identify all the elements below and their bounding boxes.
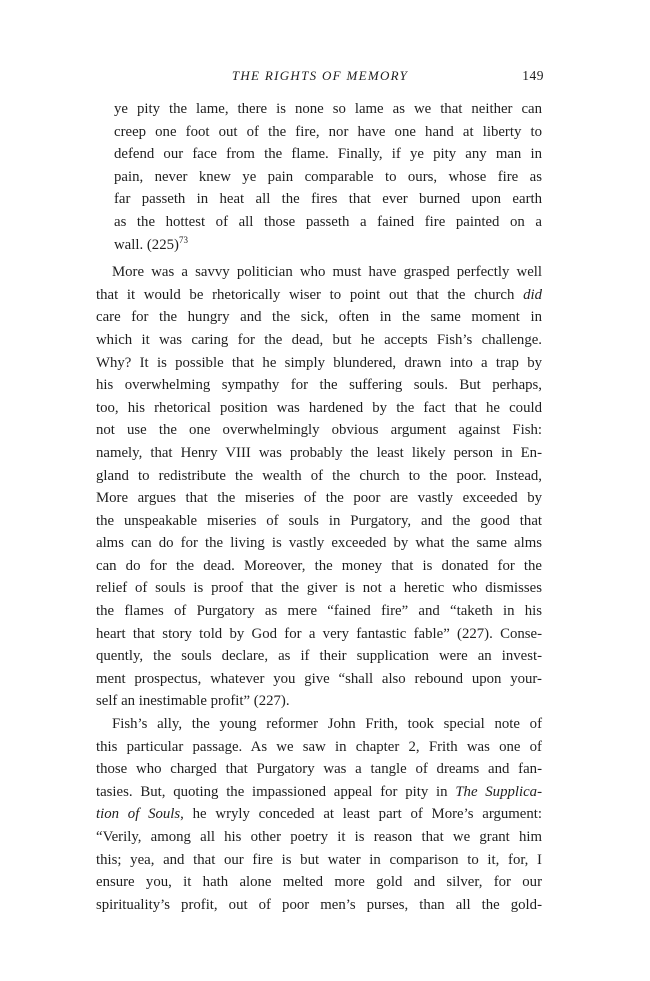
paragraph-line: alms can do for the living is vastly exceeded by what the same alms bbox=[96, 535, 542, 552]
paragraph-line: not use the one overwhelmingly obvious argument against Fish: bbox=[96, 422, 542, 439]
quote-line: as the hottest of all those passeth a fained fire painted on a bbox=[114, 213, 542, 230]
paragraph-line: the flames of Purgatory as mere “fained fire” and “taketh in his bbox=[96, 603, 542, 620]
running-head-title: THE RIGHTS OF MEMORY bbox=[231, 68, 409, 83]
quote-last-text: wall. (225) bbox=[114, 236, 179, 253]
paragraph-line: Fish’s ally, the young reformer John Frith, took special note of bbox=[112, 716, 542, 733]
quote-line: defend our face from the flame. Finally, if ye pity any man in bbox=[114, 146, 542, 163]
line-text: , he wryly conceded at least part of More’s argument: bbox=[180, 806, 542, 823]
paragraph-1 bbox=[96, 261, 542, 713]
paragraph-line: spirituality’s profit, out of poor men’s purses, than all the gold- bbox=[96, 896, 542, 913]
book-title-text: The Supplica- bbox=[455, 783, 542, 800]
line-text: that it would be rhetorically wiser to point out that the church bbox=[96, 286, 524, 303]
paragraph-line: the unspeakable miseries of souls in Purgatory, and the good that bbox=[96, 512, 542, 529]
paragraph-line bbox=[96, 284, 542, 307]
paragraph-line: can do for the dead. Moreover, the money that is donated for the bbox=[96, 557, 542, 574]
paragraph-line bbox=[96, 803, 542, 826]
paragraph-line: ensure you, it hath alone melted more gold and silver, for our bbox=[96, 874, 542, 891]
quote-last-line bbox=[114, 234, 542, 257]
paragraph-line: Why? It is possible that he simply blundered, drawn into a trap by bbox=[96, 354, 542, 371]
paragraph-line: quently, the souls declare, as if their supplication were an invest- bbox=[96, 648, 542, 665]
body-text bbox=[96, 98, 542, 916]
quote-line: pain, never knew ye pain comparable to ours, whose fire as bbox=[114, 168, 542, 185]
paragraph-line: More was a savvy politician who must have grasped perfectly well bbox=[112, 264, 542, 281]
quote-line: ye pity the lame, there is none so lame as we that neither can bbox=[114, 101, 542, 117]
paragraph-line: those who charged that Purgatory was a tangle of dreams and fan- bbox=[96, 761, 542, 778]
paragraph-line: his overwhelming sympathy for the suffering souls. But perhaps, bbox=[96, 377, 542, 394]
paragraph-line: “Verily, among all his other poetry it is reason that we grant him bbox=[96, 829, 542, 845]
paragraph-line: relief of souls is proof that the giver is not a heretic who dismisses bbox=[96, 580, 542, 597]
line-text: tasies. But, quoting the impassioned appeal for pity in bbox=[96, 783, 456, 800]
quote-line: far passeth in heat all the fires that ever burned upon earth bbox=[114, 191, 542, 208]
paragraph-line: heart that story told by God for a very fantastic fable” (227). Conse- bbox=[96, 625, 542, 642]
paragraph-line bbox=[96, 781, 542, 804]
paragraph-line: this; yea, and that our fire is but water in comparison to it, for, I bbox=[96, 851, 542, 868]
block-quote bbox=[96, 98, 542, 256]
page-number: 149 bbox=[522, 68, 544, 83]
emphasis-text: did bbox=[523, 286, 542, 303]
paragraph-2 bbox=[96, 713, 542, 916]
paragraph-last-line: self an inestimable profit” (227). bbox=[96, 693, 290, 710]
book-title-text: tion of Souls bbox=[96, 806, 181, 823]
paragraph-line: namely, that Henry VIII was probably the least likely person in En- bbox=[96, 444, 542, 461]
paragraph-line: too, his rhetorical position was hardened by the fact that he could bbox=[96, 399, 542, 416]
quote-line: creep one foot out of the fire, nor have one hand at liberty to bbox=[114, 123, 542, 140]
paragraph-line: ment prospectus, whatever you give “shall also rebound upon your- bbox=[96, 670, 542, 687]
footnote-ref: 73 bbox=[178, 234, 188, 245]
running-head bbox=[96, 68, 544, 88]
paragraph-line: care for the hungry and the sick, often in the same moment in bbox=[96, 309, 542, 326]
paragraph-line: which it was caring for the dead, but he accepts Fish’s challenge. bbox=[96, 331, 542, 348]
paragraph-line: gland to redistribute the wealth of the church to the poor. Instead, bbox=[96, 467, 542, 484]
paragraph-line: this particular passage. As we saw in chapter 2, Frith was one of bbox=[96, 738, 542, 755]
paragraph-line: More argues that the miseries of the poor are vastly exceeded by bbox=[96, 490, 542, 507]
